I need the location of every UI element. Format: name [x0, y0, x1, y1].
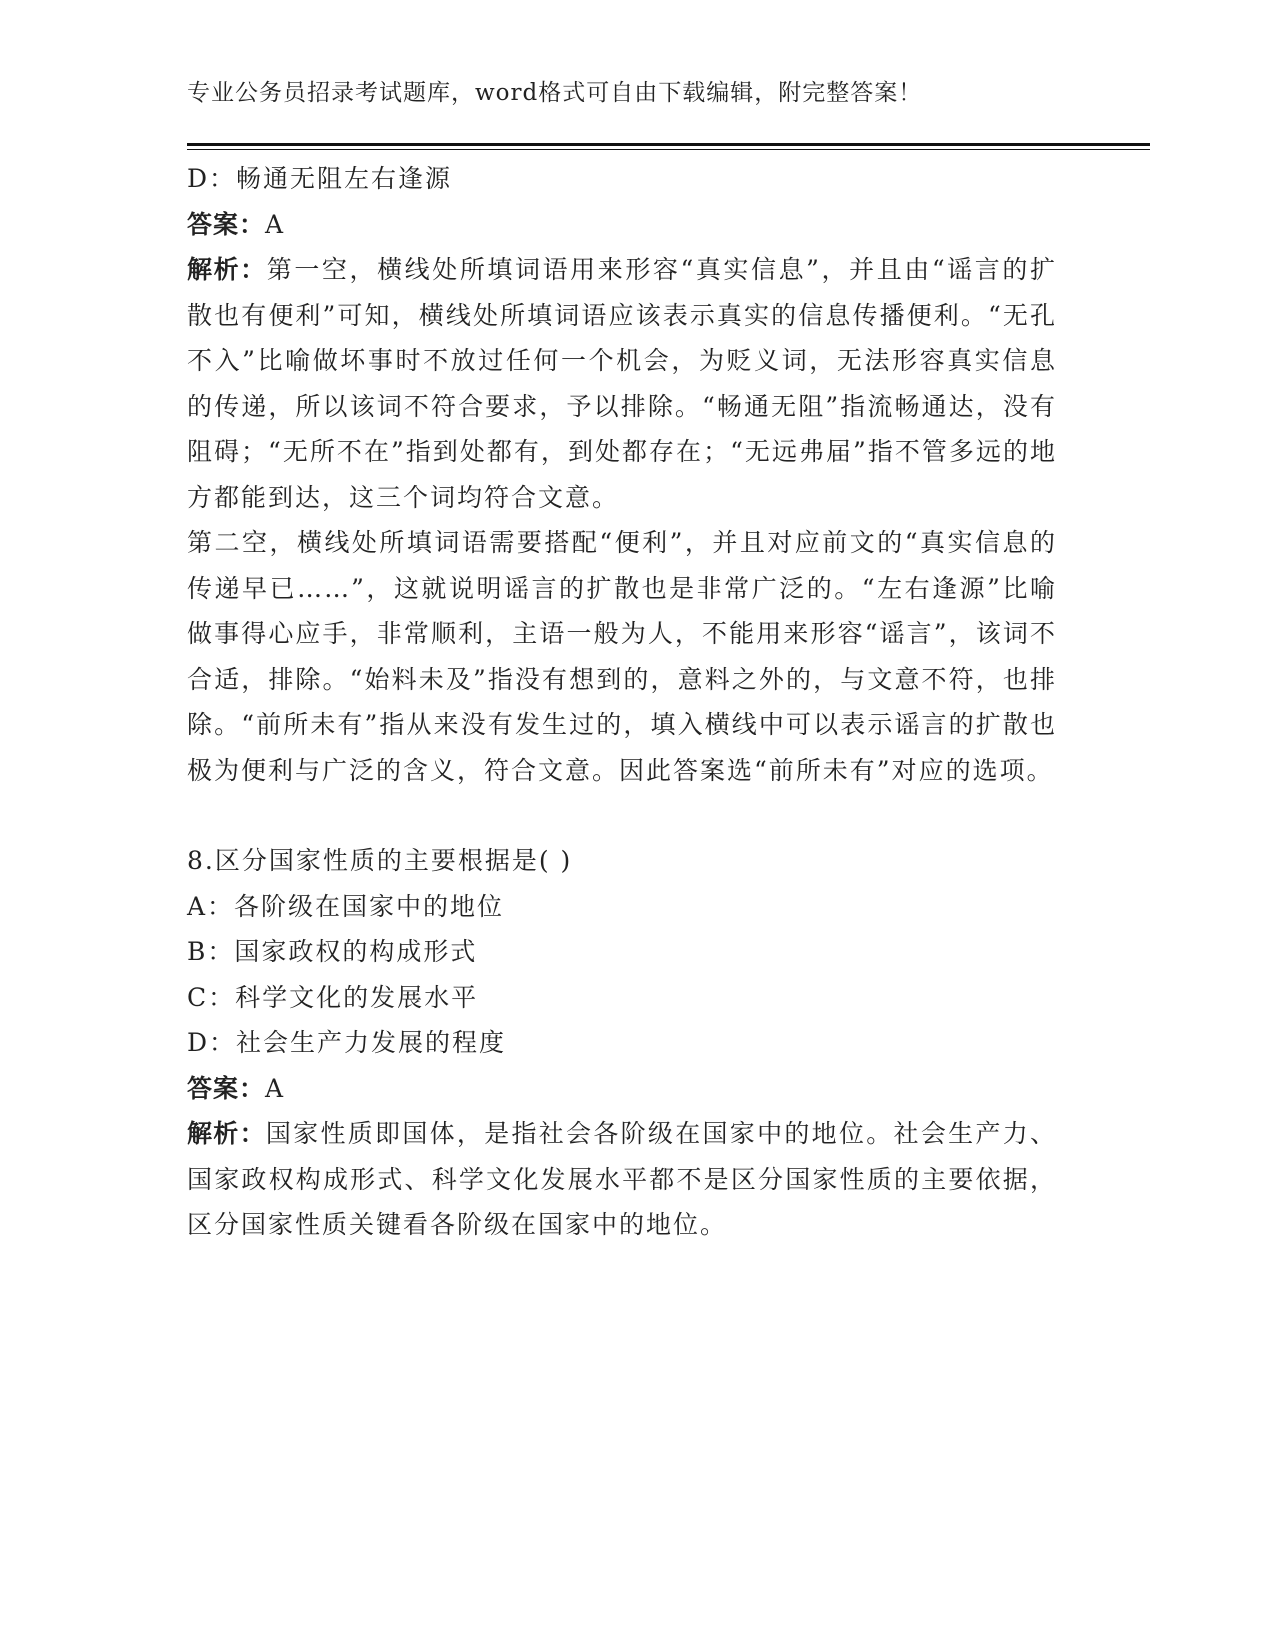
q8-analysis-text: 国家性质即国体，是指社会各阶级在国家中的地位。社会生产力、国家政权构成形式、科学文化发展水平都不是区分国家性质的主要依据，区分国家性质关键看各阶级在国家中的地位。: [187, 1119, 1057, 1239]
document-body: [187, 156, 1057, 1248]
q8-answer-label: 答案：: [187, 1073, 266, 1103]
q8-option-c: C：科学文化的发展水平: [187, 982, 479, 1012]
q8-answer-value: A: [265, 1073, 286, 1103]
q8-analysis-label: 解析：: [187, 1119, 266, 1148]
page-header: 专业公务员招录考试题库，word格式可自由下载编辑，附完整答案！: [187, 80, 923, 106]
q8-option-d: D：社会生产力发展的程度: [187, 1028, 507, 1057]
q8-analysis: [187, 1111, 1057, 1248]
q8-answer: [187, 1066, 1057, 1112]
q7-analysis-label: 解析：: [187, 255, 267, 284]
header-rule-thin: [187, 149, 1150, 150]
q8-question: 8.区分国家性质的主要根据是( ): [187, 846, 573, 875]
q7-answer: [187, 202, 1057, 248]
question-spacer: [187, 793, 1057, 838]
q8-option-b: B：国家政权的构成形式: [187, 937, 478, 966]
q7-option-d: D：畅通无阻左右逢源: [187, 164, 453, 193]
q7-analysis-text-1: 第一空，横线处所填词语用来形容“真实信息”，并且由“谣言的扩散也有便利”可知，横线处所填词语应该表示真实的信息传播便利。“无孔不入”比喻做坏事时不放过任何一个机会，为贬义词，无法形容真实信息的传递，所以该词不符合要求，予以排除。“畅通无阻”指流畅通达，没有阻碍；“无所不在”指到处都有，到处都存在；“无远弗届”指不管多远的地方都能到达，这三个词均符合文意。: [187, 255, 1057, 512]
q7-analysis-p2: 第二空，横线处所填词语需要搭配“便利”，并且对应前文的“真实信息的传递早已……”，这就说明谣言的扩散也是非常广泛的。“左右逢源”比喻做事得心应手，非常顺利，主语一般为人，不能用来形容“谣言”，该词不合适，排除。“始料未及”指没有想到的，意料之外的，与文意不符，也排除。“前所未有”指从来没有发生过的，填入横线中可以表示谣言的扩散也极为便利与广泛的含义，符合文意。因此答案选“前所未有”对应的选项。: [187, 528, 1057, 785]
q7-answer-label: 答案：: [187, 209, 266, 239]
q8-option-a: A：各阶级在国家中的地位: [187, 891, 505, 921]
header-rule-thick: [187, 143, 1150, 146]
q7-answer-value: A: [265, 209, 286, 239]
q7-analysis-p1: [187, 247, 1057, 520]
